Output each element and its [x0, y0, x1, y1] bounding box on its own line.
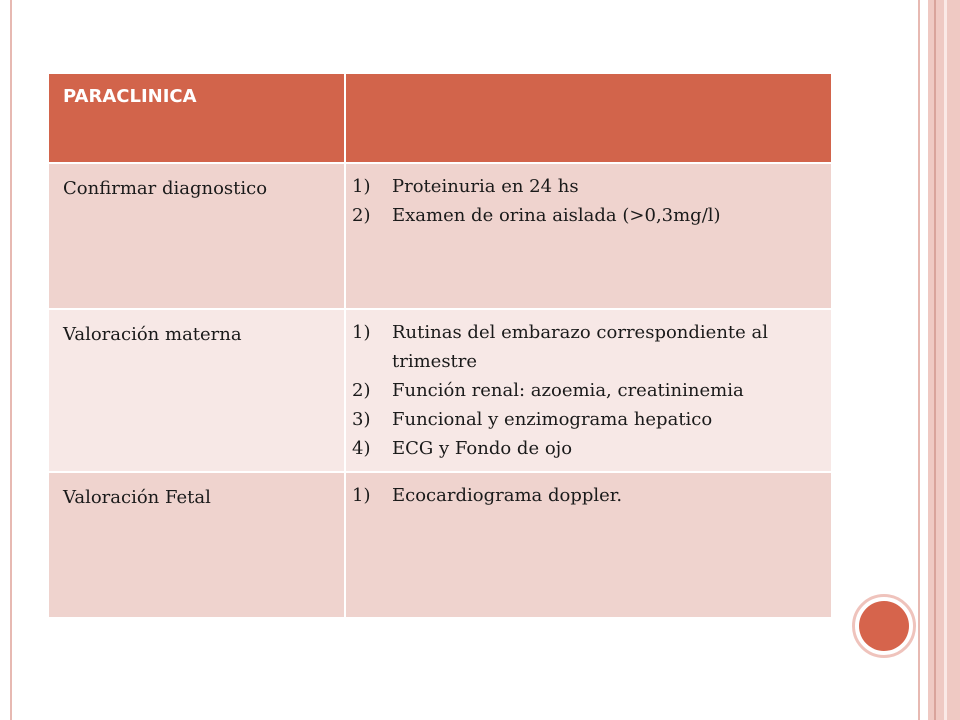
list-item — [352, 172, 823, 201]
item-text: ECG y Fondo de ojo — [392, 438, 573, 459]
paraclinica-table — [47, 72, 833, 619]
list-item — [352, 405, 823, 434]
slide-frame-right-highlight — [944, 0, 947, 720]
slide-frame-right-line — [918, 0, 920, 720]
item-number: 4) — [352, 438, 371, 459]
list-item — [352, 376, 823, 405]
table-header-row — [48, 73, 832, 163]
slide-frame-right-stripe — [934, 0, 936, 720]
item-list — [352, 172, 823, 230]
list-item — [352, 318, 823, 376]
header-title: PARACLINICA — [63, 86, 197, 107]
item-text: Función renal: azoemia, creatininemia — [392, 380, 744, 401]
item-list — [352, 318, 823, 463]
item-number: 3) — [352, 409, 371, 430]
item-list — [352, 481, 823, 510]
table-row — [48, 472, 832, 618]
row-label: Confirmar diagnostico — [48, 163, 345, 309]
list-item — [352, 481, 823, 510]
item-text: Funcional y enzimograma hepatico — [392, 409, 713, 430]
row-items — [345, 309, 832, 472]
row-label: Valoración Fetal — [48, 472, 345, 618]
item-number: 1) — [352, 176, 371, 197]
item-number: 1) — [352, 322, 371, 343]
item-text: Examen de orina aislada (>0,3mg/l) — [392, 205, 721, 226]
row-items — [345, 472, 832, 618]
row-items — [345, 163, 832, 309]
item-text: Ecocardiograma doppler. — [392, 485, 623, 506]
table-row — [48, 163, 832, 309]
list-item — [352, 434, 823, 463]
row-label: Valoración materna — [48, 309, 345, 472]
header-cell-title — [48, 73, 345, 163]
item-number: 2) — [352, 205, 371, 226]
item-number: 1) — [352, 485, 371, 506]
item-text: Proteinuria en 24 hs — [392, 176, 579, 197]
header-cell-empty — [345, 73, 832, 163]
list-item — [352, 201, 823, 230]
slide-frame-left-line — [10, 0, 12, 720]
item-text: Rutinas del embarazo correspondiente al trimestre — [392, 322, 769, 372]
decorative-circle-dot — [859, 601, 909, 651]
item-number: 2) — [352, 380, 371, 401]
table-row — [48, 309, 832, 472]
